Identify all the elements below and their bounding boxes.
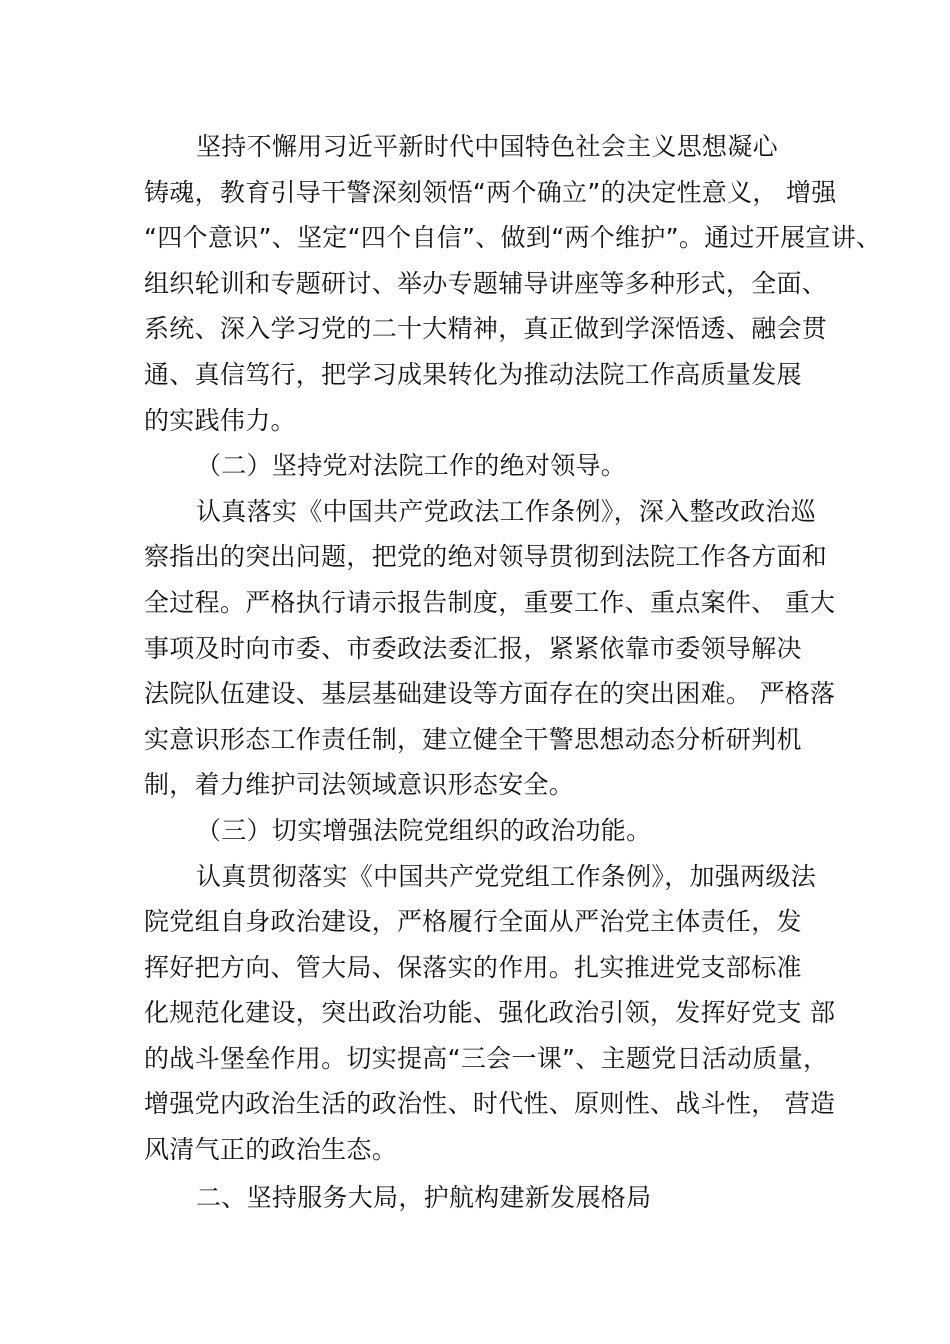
paragraph-line: 通、真信笃行，把学习成果转化为推动法院工作高质量发展 bbox=[144, 359, 802, 389]
paragraph-line: 组织轮训和专题研讨、举办专题辅导讲座等多种形式，全面、 bbox=[144, 268, 828, 298]
paragraph-line: 察指出的突出问题，把党的绝对领导贯彻到法院工作各方面和 bbox=[144, 542, 828, 572]
paragraph-line: 事项及时向市委、市委政法委汇报，紧紧依靠市委领导解决 bbox=[144, 633, 802, 663]
paragraph-line: “四个意识”、坚定“四个自信”、做到“两个维护”。通过开展宣讲、 bbox=[144, 223, 882, 253]
paragraph-line: 的战斗堡垒作用。切实提高“三会一课”、主题党日活动质量， bbox=[144, 1043, 829, 1073]
paragraph-line: 全过程。严格执行请示报告制度，重要工作、重点案件、 重大 bbox=[144, 587, 836, 617]
subsection-heading: （二）坚持党对法院工作的绝对领导。 bbox=[196, 451, 627, 481]
paragraph-line: 增强党内政治生活的政治性、时代性、原则性、战斗性， 营造 bbox=[144, 1089, 836, 1119]
paragraph-line: 坚持不懈用习近平新时代中国特色社会主义思想凝心 bbox=[196, 132, 778, 161]
paragraph-line: 挥好把方向、管大局、保落实的作用。扎实推进党支部标准 bbox=[144, 952, 802, 982]
section-heading: 二、坚持服务大局，护航构建新发展格局 bbox=[196, 1182, 652, 1212]
paragraph-line: 院党组自身政治建设，严格履行全面从严治党主体责任，发 bbox=[144, 907, 802, 937]
paragraph-line: 实意识形态工作责任制，建立健全干警思想动态分析研判机 bbox=[144, 724, 802, 754]
paragraph-line: 制，着力维护司法领域意识形态安全。 bbox=[144, 770, 575, 800]
document-body bbox=[144, 124, 882, 1220]
paragraph-line: 铸魂，教育引导干警深刻领悟“两个确立”的决定性意义， 增强 bbox=[144, 177, 837, 207]
paragraph-line: 系统、深入学习党的二十大精神，真正做到学深悟透、融会贯 bbox=[144, 314, 828, 344]
paragraph-line: 认真落实《中国共产党政法工作条例》，深入整改政治巡 bbox=[196, 496, 817, 526]
paragraph-line: 风清气正的政治生态。 bbox=[144, 1135, 398, 1165]
subsection-heading: （三）切实增强法院党组织的政治功能。 bbox=[196, 815, 652, 845]
paragraph-line: 的实践伟力。 bbox=[144, 405, 296, 435]
paragraph-line: 法院队伍建设、基层基础建设等方面存在的突出困难。 严格落 bbox=[144, 679, 836, 709]
paragraph-line: 认真贯彻落实《中国共产党党组工作条例》，加强两级法 bbox=[196, 861, 817, 891]
paragraph-line: 化规范化建设，突出政治功能、强化政治引领，发挥好党支 部 bbox=[144, 998, 836, 1028]
